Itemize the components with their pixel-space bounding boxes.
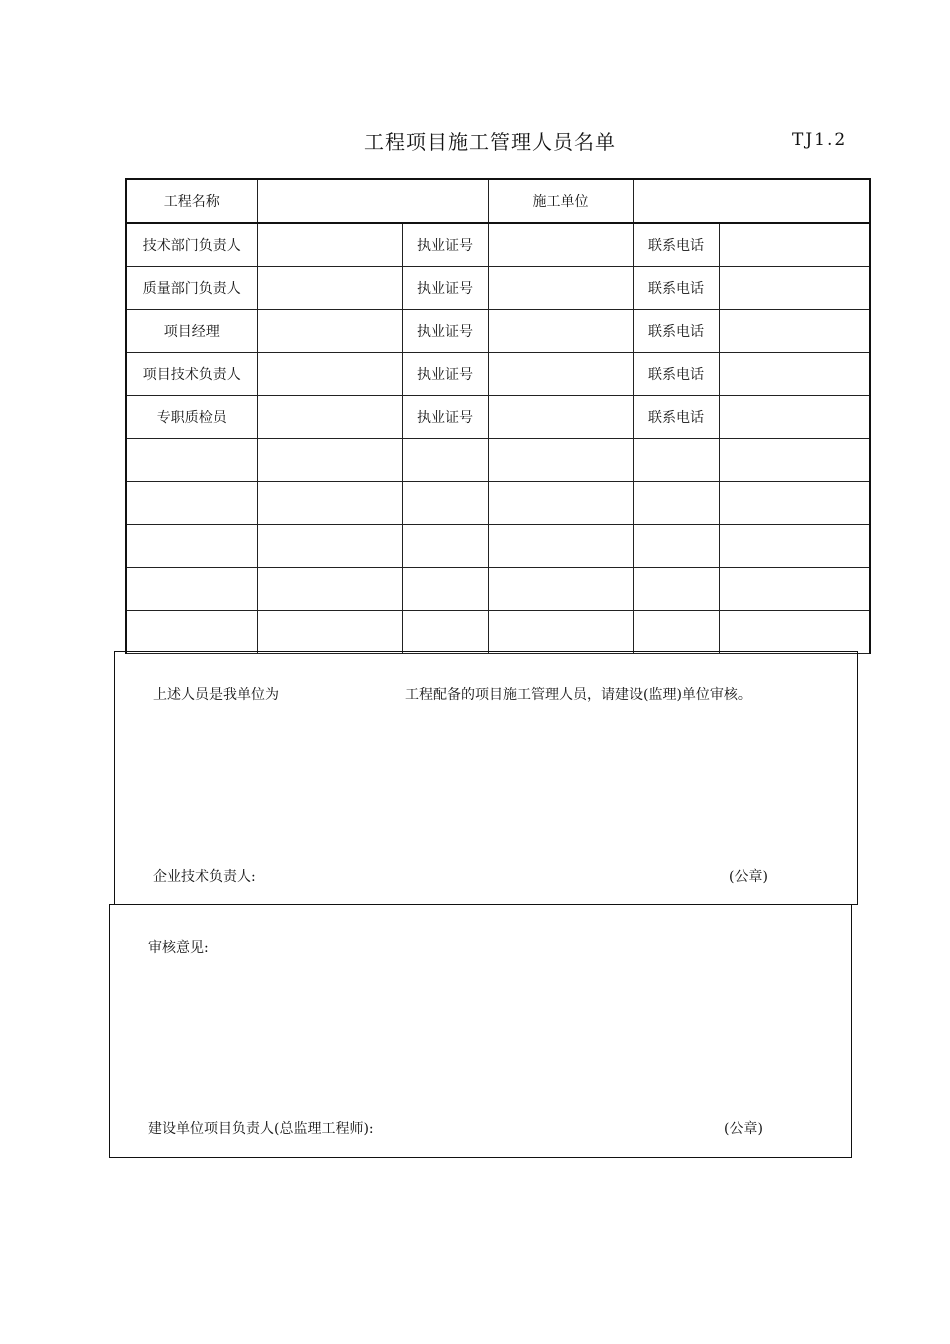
form-code: TJ1.2 — [792, 130, 848, 150]
blank-cell[interactable] — [633, 439, 719, 482]
blank-cell[interactable] — [719, 525, 870, 568]
phone-label: 联系电话 — [633, 267, 719, 310]
enterprise-tech-lead-signature-label: 企业技术负责人: — [153, 869, 256, 885]
person-name-field[interactable] — [257, 353, 402, 396]
cert-number-label: 执业证号 — [402, 310, 488, 353]
cert-number-label: 执业证号 — [402, 396, 488, 439]
declaration-text-end: 工程配备的项目施工管理人员，请建设(监理)单位审核。 — [405, 687, 752, 703]
blank-cell[interactable] — [719, 439, 870, 482]
blank-row — [126, 482, 870, 525]
phone-field[interactable] — [719, 223, 870, 267]
cert-number-label: 执业证号 — [402, 353, 488, 396]
cert-number-field[interactable] — [488, 223, 633, 267]
role-label: 质量部门负责人 — [126, 267, 257, 310]
blank-cell[interactable] — [126, 568, 257, 611]
blank-cell[interactable] — [402, 611, 488, 654]
blank-cell[interactable] — [488, 568, 633, 611]
role-label: 技术部门负责人 — [126, 223, 257, 267]
blank-cell[interactable] — [257, 482, 402, 525]
company-seal-label: (公章) — [729, 869, 768, 885]
review-section — [109, 904, 852, 1158]
blank-cell[interactable] — [719, 482, 870, 525]
blank-cell[interactable] — [633, 611, 719, 654]
phone-label: 联系电话 — [633, 310, 719, 353]
blank-cell[interactable] — [488, 439, 633, 482]
blank-cell[interactable] — [402, 525, 488, 568]
cert-number-field[interactable] — [488, 267, 633, 310]
blank-cell[interactable] — [488, 611, 633, 654]
person-name-field[interactable] — [257, 267, 402, 310]
role-label: 专职质检员 — [126, 396, 257, 439]
blank-cell[interactable] — [402, 482, 488, 525]
declaration-section — [114, 651, 858, 905]
personnel-row — [126, 396, 870, 439]
blank-cell[interactable] — [488, 482, 633, 525]
contractor-field[interactable] — [633, 179, 870, 223]
blank-cell[interactable] — [488, 525, 633, 568]
owner-project-lead-signature-label: 建设单位项目负责人(总监理工程师): — [148, 1121, 374, 1137]
cert-number-label: 执业证号 — [402, 223, 488, 267]
blank-cell[interactable] — [257, 611, 402, 654]
role-label: 项目经理 — [126, 310, 257, 353]
phone-label: 联系电话 — [633, 353, 719, 396]
role-label: 项目技术负责人 — [126, 353, 257, 396]
person-name-field[interactable] — [257, 223, 402, 267]
phone-label: 联系电话 — [633, 223, 719, 267]
cert-number-label: 执业证号 — [402, 267, 488, 310]
blank-cell[interactable] — [633, 568, 719, 611]
blank-row — [126, 568, 870, 611]
blank-cell[interactable] — [402, 568, 488, 611]
cert-number-field[interactable] — [488, 353, 633, 396]
project-name-label: 工程名称 — [126, 179, 257, 223]
cert-number-field[interactable] — [488, 310, 633, 353]
phone-label: 联系电话 — [633, 396, 719, 439]
personnel-row — [126, 223, 870, 267]
phone-field[interactable] — [719, 353, 870, 396]
phone-field[interactable] — [719, 310, 870, 353]
review-opinion-label: 审核意见: — [148, 940, 209, 956]
blank-cell[interactable] — [719, 611, 870, 654]
blank-cell[interactable] — [126, 611, 257, 654]
blank-cell[interactable] — [257, 439, 402, 482]
blank-cell[interactable] — [126, 439, 257, 482]
blank-cell[interactable] — [126, 525, 257, 568]
phone-field[interactable] — [719, 267, 870, 310]
blank-row — [126, 525, 870, 568]
declaration-text-start: 上述人员是我单位为 — [153, 687, 279, 703]
personnel-row — [126, 267, 870, 310]
blank-cell[interactable] — [719, 568, 870, 611]
personnel-row — [126, 353, 870, 396]
cert-number-field[interactable] — [488, 396, 633, 439]
contractor-label: 施工单位 — [488, 179, 633, 223]
person-name-field[interactable] — [257, 310, 402, 353]
blank-cell[interactable] — [402, 439, 488, 482]
blank-cell[interactable] — [633, 525, 719, 568]
person-name-field[interactable] — [257, 396, 402, 439]
personnel-row — [126, 310, 870, 353]
document-title: 工程项目施工管理人员名单 — [364, 130, 616, 154]
blank-row — [126, 439, 870, 482]
blank-cell[interactable] — [126, 482, 257, 525]
blank-cell[interactable] — [257, 525, 402, 568]
project-name-field[interactable] — [257, 179, 488, 223]
phone-field[interactable] — [719, 396, 870, 439]
blank-row — [126, 611, 870, 654]
blank-cell[interactable] — [633, 482, 719, 525]
owner-seal-label: (公章) — [724, 1121, 763, 1137]
blank-cell[interactable] — [257, 568, 402, 611]
project-info-row — [126, 179, 870, 223]
personnel-table — [125, 178, 871, 654]
